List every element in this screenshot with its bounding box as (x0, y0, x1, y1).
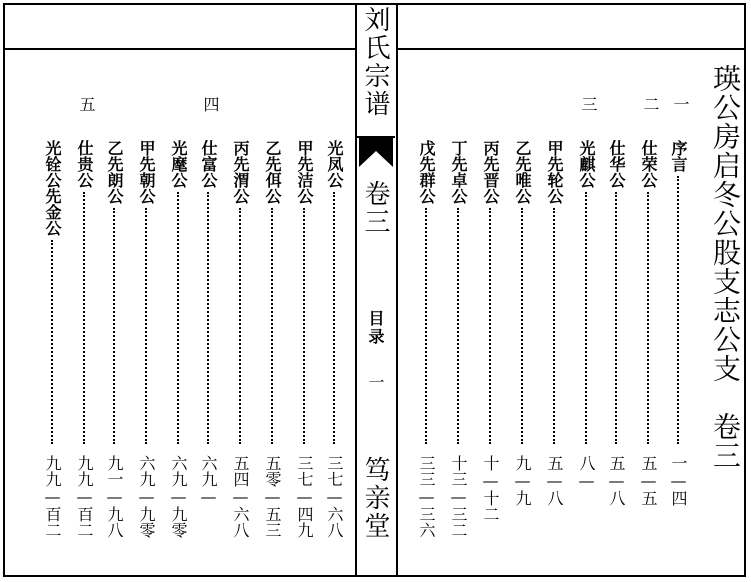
leader-dots (585, 192, 587, 444)
toc-entry[interactable] (578, 140, 594, 470)
leader-dots (521, 208, 523, 444)
toc-entry[interactable] (546, 140, 562, 470)
toc-entry[interactable] (138, 140, 154, 470)
fish-tail-mark (359, 137, 393, 171)
toc-page-range: 六九—九零 (137, 455, 156, 538)
leader-dots (239, 208, 241, 444)
toc-entry-name: 戊先群公 (417, 140, 436, 204)
toc-entry[interactable] (76, 140, 92, 470)
page-number: 一 (366, 374, 385, 390)
toc-page-range: 三三—三六 (417, 455, 436, 538)
toc-entry-name: 甲先朝公 (137, 140, 156, 204)
toc-page-range: 九一—九八 (105, 455, 124, 538)
leader-dots (553, 208, 555, 444)
toc-page-range: 五—八 (545, 455, 564, 506)
toc-entry-name: 光麒公 (577, 140, 596, 188)
toc-entry[interactable] (326, 140, 342, 470)
header-rule-left (3, 48, 355, 50)
leader-dots (207, 192, 209, 444)
toc-page-range: 六九— (199, 455, 218, 506)
toc-entry-name: 光麾公 (169, 140, 188, 188)
toc-entry[interactable] (608, 140, 624, 470)
toc-entry[interactable] (296, 140, 312, 470)
section-number: 二 (641, 96, 660, 112)
toc-entry-name: 仕富公 (199, 140, 218, 188)
center-column-right-rule (396, 3, 398, 577)
toc-entry[interactable] (44, 140, 60, 470)
toc-entry-name: 乙先唯公 (513, 140, 532, 204)
toc-page-range: 五四—六八 (231, 455, 250, 538)
toc-entry-name: 光凤公 (325, 140, 344, 188)
header-rule-right (396, 48, 746, 50)
leader-dots (177, 192, 179, 444)
volume-main-title: 瑛公房启冬公股支志公支 卷三 (709, 64, 742, 470)
toc-page-range: 五—八 (607, 455, 626, 506)
toc-entry-name: 乙先佴公 (263, 140, 282, 204)
toc-entry[interactable] (170, 140, 186, 470)
leader-dots (333, 192, 335, 444)
toc-entry-name: 甲先洁公 (295, 140, 314, 204)
toc-entry-name: 光铨公先金公 (43, 140, 62, 236)
toc-entry-name: 乙先朗公 (105, 140, 124, 204)
leader-dots (51, 240, 53, 444)
toc-page-range: 三七—六八 (325, 455, 344, 538)
section-number: 三 (579, 96, 598, 112)
toc-page-range: 九九—百二 (75, 455, 94, 538)
leader-dots (303, 208, 305, 444)
toc-entry-name: 仕贵公 (75, 140, 94, 188)
toc-page-range: 八— (577, 455, 596, 490)
toc-page-range: 六九—九零 (169, 455, 188, 538)
toc-entry[interactable] (640, 140, 656, 470)
toc-page-range: 九—九 (513, 455, 532, 506)
toc-page-range: 一—四 (669, 455, 688, 506)
toc-entry[interactable] (418, 140, 434, 470)
section-number: 五 (77, 96, 96, 112)
toc-entry-name: 仕华公 (607, 140, 626, 188)
leader-dots (271, 208, 273, 444)
leader-dots (457, 208, 459, 444)
center-column-left-rule (355, 3, 357, 577)
toc-entry-name: 丁先卓公 (449, 140, 468, 204)
toc-page-range: 五零—五三 (263, 455, 282, 538)
toc-entry-name: 序言 (669, 140, 688, 172)
book-title: 刘氏宗谱 (360, 6, 390, 118)
toc-entry-name: 丙先渭公 (231, 140, 250, 204)
toc-entry[interactable] (450, 140, 466, 470)
toc-entry[interactable] (106, 140, 122, 470)
leader-dots (83, 192, 85, 444)
toc-entry-name: 仕荣公 (639, 140, 658, 188)
toc-entry[interactable] (670, 140, 686, 470)
section-number: 一 (671, 96, 690, 112)
leader-dots (113, 208, 115, 444)
toc-entry-name: 甲先轮公 (545, 140, 564, 204)
toc-page-range: 九九—百二 (43, 455, 62, 538)
toc-page-range: 五—五 (639, 455, 658, 506)
leader-dots (647, 192, 649, 444)
hall-name: 笃亲堂 (360, 456, 390, 540)
toc-entry[interactable] (264, 140, 280, 470)
contents-label: 目录 (366, 310, 385, 346)
toc-entry-name: 丙先晋公 (481, 140, 500, 204)
leader-dots (677, 176, 679, 444)
toc-page-range: 三七—四九 (295, 455, 314, 538)
toc-page-range: 十—十二 (481, 455, 500, 522)
toc-entry[interactable] (200, 140, 216, 470)
leader-dots (425, 208, 427, 444)
leader-dots (615, 192, 617, 444)
toc-entry[interactable] (514, 140, 530, 470)
toc-entry[interactable] (482, 140, 498, 470)
section-number: 四 (201, 96, 220, 112)
leader-dots (489, 208, 491, 444)
leader-dots (145, 208, 147, 444)
volume-label: 卷三 (360, 180, 390, 236)
toc-page-range: 十三—三二 (449, 455, 468, 538)
toc-entry[interactable] (232, 140, 248, 470)
